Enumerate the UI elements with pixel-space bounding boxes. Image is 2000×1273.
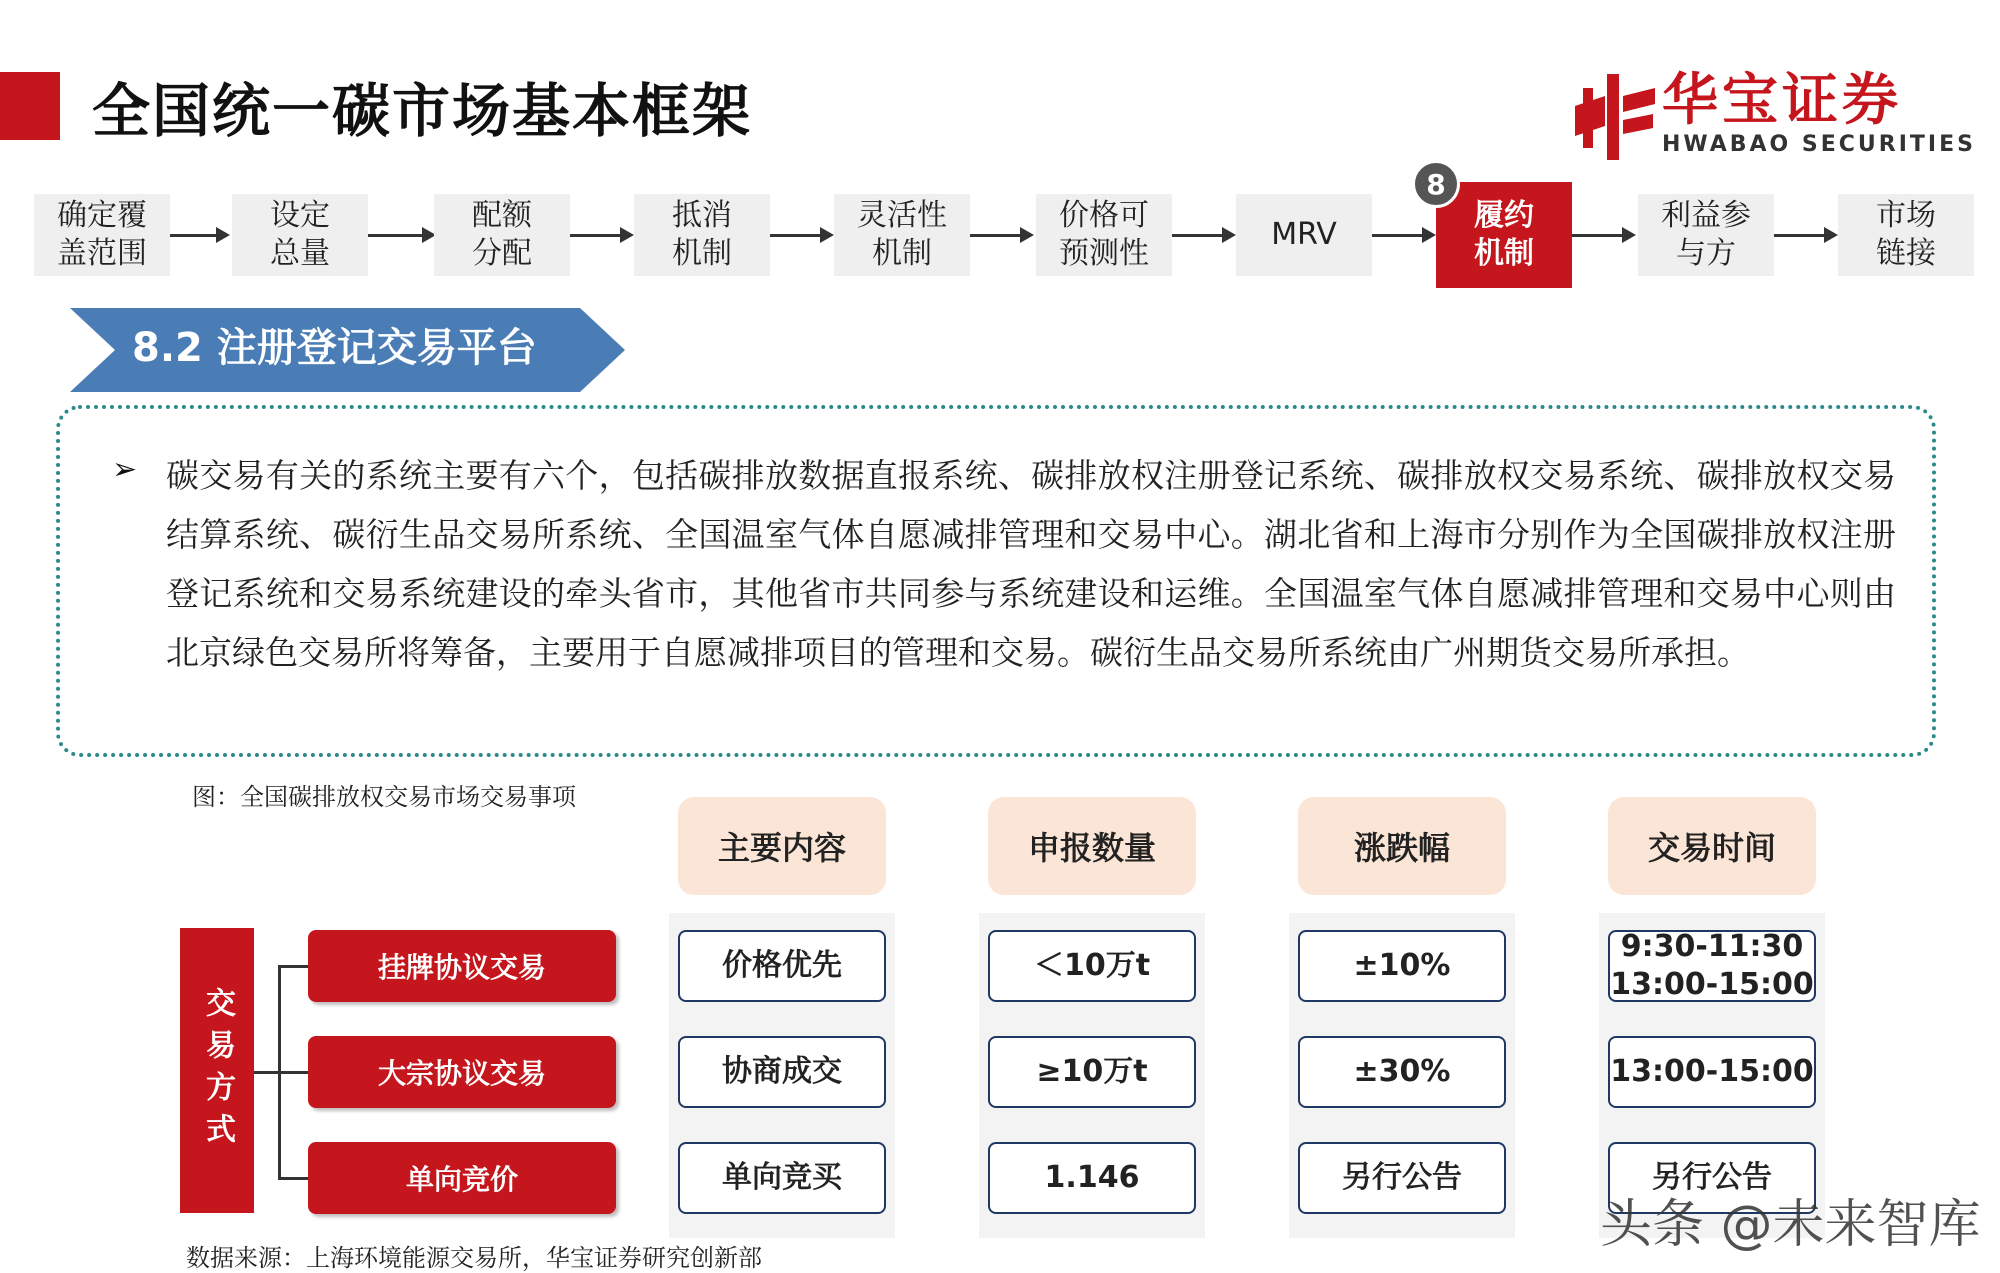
bullet-arrow-icon: ➢ — [112, 452, 138, 487]
cell-trade-time-2: 13:00-15:00 — [1608, 1036, 1816, 1108]
step-mrv: MRV — [1236, 194, 1372, 276]
step-arrow — [1372, 234, 1432, 237]
cell-price-limit-3: 另行公告 — [1298, 1142, 1506, 1214]
figure-caption: 图：全国碳排放权交易市场交易事项 — [192, 783, 576, 811]
cell-price-limit-1: ±10% — [1298, 930, 1506, 1002]
connector-line — [278, 965, 308, 968]
cell-trade-time-3: 另行公告 — [1608, 1142, 1816, 1214]
connector-line — [254, 1071, 278, 1074]
step-arrow — [970, 234, 1030, 237]
cell-content-2: 协商成交 — [678, 1036, 886, 1108]
step-arrow — [368, 234, 432, 237]
title-accent-bar — [0, 72, 60, 140]
data-source: 数据来源：上海环境能源交易所，华宝证券研究创新部 — [186, 1244, 762, 1272]
step-arrow — [570, 234, 630, 237]
step-compliance: 履约 机制 — [1436, 182, 1572, 288]
step-stakeholders: 利益参 与方 — [1638, 194, 1774, 276]
hwabao-logo-mark — [1565, 66, 1660, 166]
cell-quantity-1: ＜10万t — [988, 930, 1196, 1002]
column-header-price-limit: 涨跌幅 — [1298, 797, 1506, 895]
logo-subtitle: HWABAO SECURITIES — [1662, 132, 1976, 157]
column-header-content: 主要内容 — [678, 797, 886, 895]
cell-quantity-2: ≥10万t — [988, 1036, 1196, 1108]
step-arrow — [1572, 234, 1632, 237]
method-listing-agreement: 挂牌协议交易 — [308, 930, 616, 1002]
cell-quantity-3: 1.146 — [988, 1142, 1196, 1214]
connector-line — [278, 1071, 308, 1074]
step-allocation: 配额 分配 — [434, 194, 570, 276]
logo-text: 华宝证券 — [1662, 68, 1902, 133]
step-flexibility: 灵活性 机制 — [834, 194, 970, 276]
step-arrow — [770, 234, 830, 237]
step-offset: 抵消 机制 — [634, 194, 770, 276]
step-price-predictability: 价格可 预测性 — [1036, 194, 1172, 276]
cell-price-limit-2: ±30% — [1298, 1036, 1506, 1108]
page-title: 全国统一碳市场基本框架 — [92, 77, 753, 145]
cell-content-1: 价格优先 — [678, 930, 886, 1002]
step-number-badge: 8 — [1412, 160, 1460, 208]
cell-content-3: 单向竞买 — [678, 1142, 886, 1214]
description-text: 碳交易有关的系统主要有六个，包括碳排放数据直报系统、碳排放权注册登记系统、碳排放权交易系统、碳排放权交易结算系统、碳衍生品交易所系统、全国温室气体自愿减排管理和交易中心。湖北省和上海市分别作为全国碳排放权注册登记系统和交易系统建设的牵头省市，其他省市共同参与系统建设和运维。全国温室气体自愿减排管理和交易中心则由北京绿色交易所将筹备，主要用于自愿减排项目的管理和交易。碳衍生品交易所系统由广州期货交易所承担。 — [166, 456, 1896, 672]
step-arrow — [1172, 234, 1232, 237]
step-arrow — [170, 234, 226, 237]
step-coverage: 确定覆 盖范围 — [34, 194, 170, 276]
method-one-way-auction: 单向竞价 — [308, 1142, 616, 1214]
watermark-text: 头条 @未来智库 — [1600, 1195, 1981, 1255]
cell-trade-time-1: 9:30-11:30 13:00-15:00 — [1608, 930, 1816, 1002]
method-block-agreement: 大宗协议交易 — [308, 1036, 616, 1108]
column-header-trade-time: 交易时间 — [1608, 797, 1816, 895]
step-market-link: 市场 链接 — [1838, 194, 1974, 276]
trade-method-label: 交易方式 — [180, 928, 254, 1213]
step-arrow — [1774, 234, 1834, 237]
column-header-quantity: 申报数量 — [988, 797, 1196, 895]
connector-line — [278, 1177, 308, 1180]
step-total-cap: 设定 总量 — [232, 194, 368, 276]
section-title: 8.2 注册登记交易平台 — [132, 325, 537, 371]
